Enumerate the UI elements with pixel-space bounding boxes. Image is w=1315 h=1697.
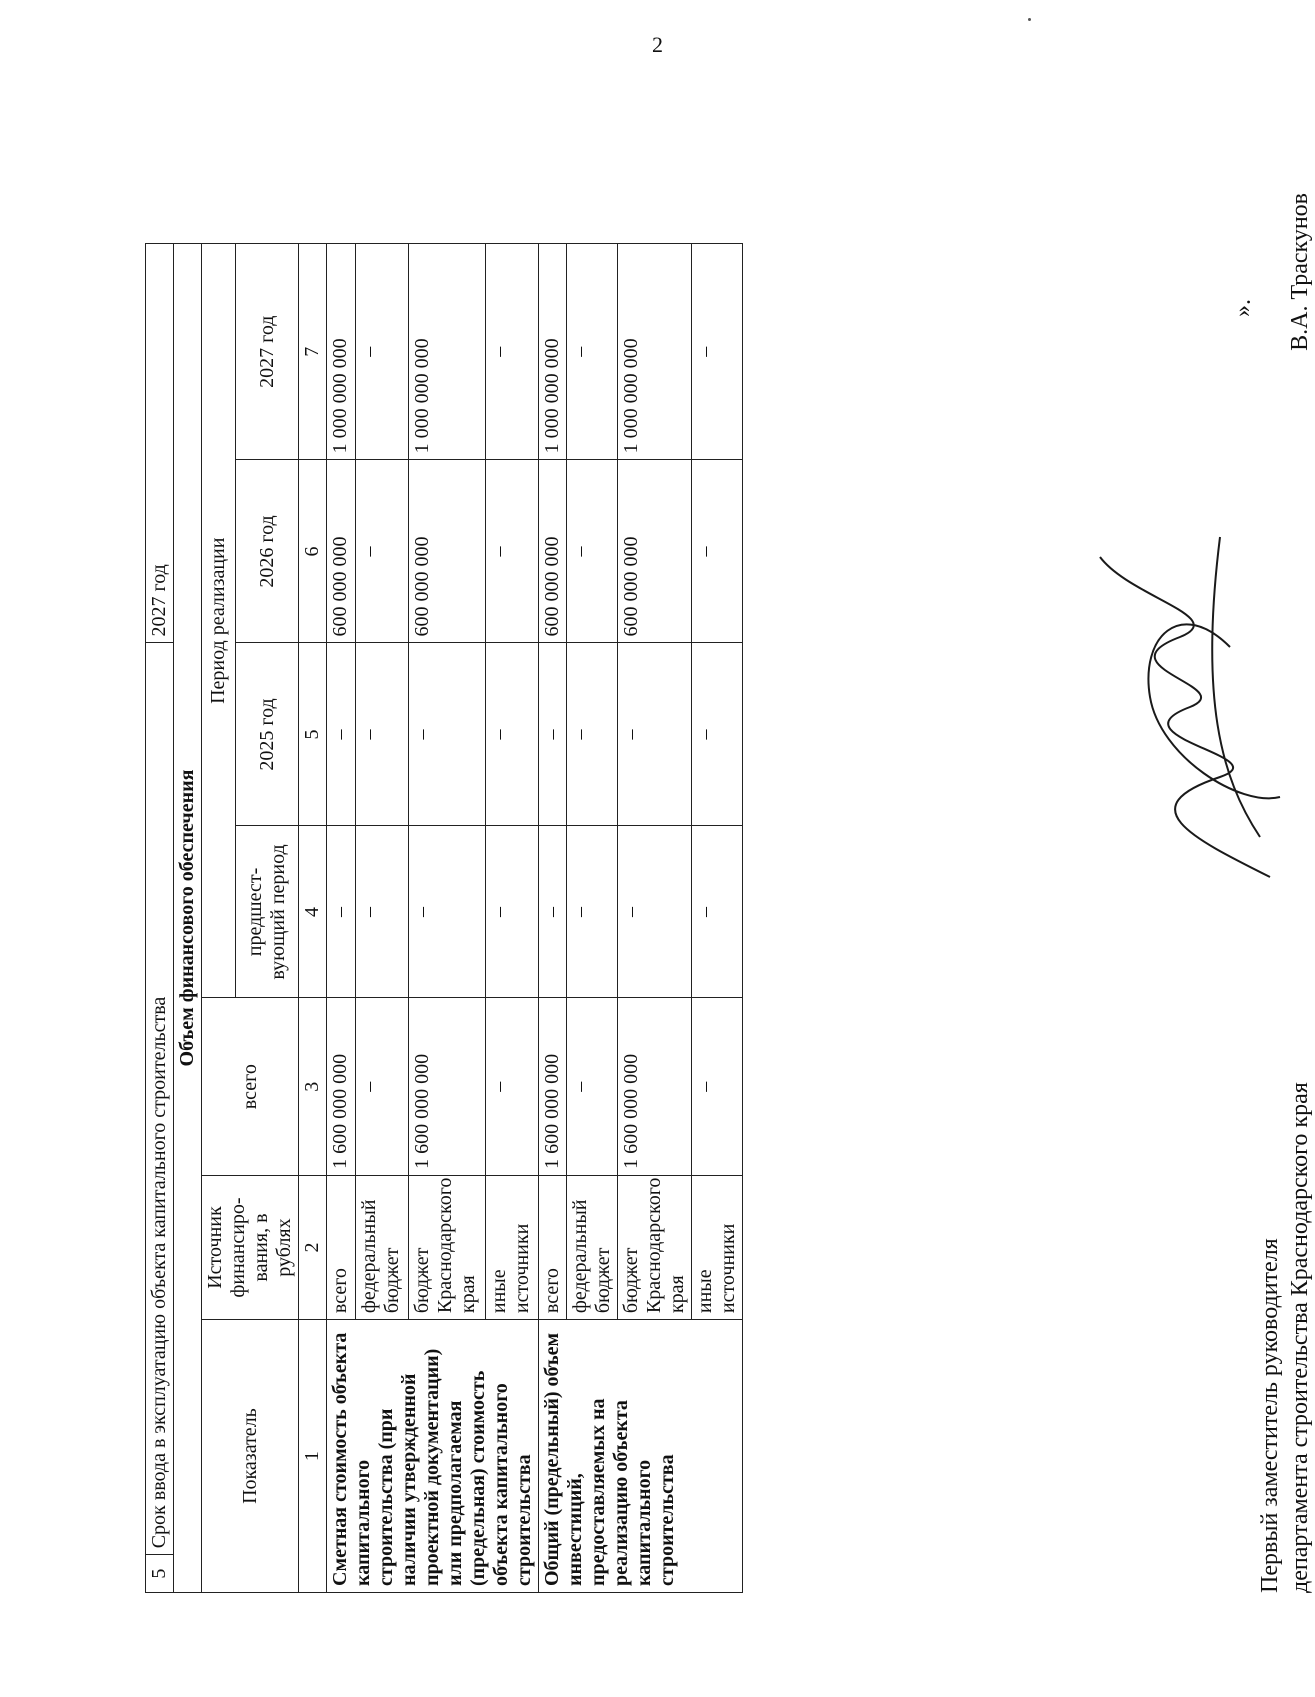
- y2027-cell: –: [356, 244, 409, 460]
- y2025-cell: –: [409, 643, 486, 826]
- header-indicator: Показатель: [202, 1320, 299, 1593]
- y2027-cell: 1 000 000 000: [539, 244, 567, 460]
- y2025-cell: –: [618, 643, 692, 826]
- y2026-cell: –: [567, 460, 618, 643]
- total-cell: –: [567, 998, 618, 1175]
- prior-cell: –: [567, 826, 618, 998]
- col-number: 6: [299, 460, 327, 643]
- section-title: Объем финансового обеспечения: [174, 244, 202, 1593]
- header-prior: предшест- вующий период: [236, 826, 299, 998]
- row-number: 5: [146, 1555, 174, 1593]
- y2027-cell: –: [692, 244, 743, 460]
- total-cell: 1 600 000 000: [618, 998, 692, 1175]
- header-2025: 2025 год: [236, 643, 299, 826]
- y2026-cell: 600 000 000: [327, 460, 356, 643]
- y2025-cell: –: [485, 643, 538, 826]
- header-2026: 2026 год: [236, 460, 299, 643]
- y2027-cell: 1 000 000 000: [327, 244, 356, 460]
- indicator-investment-volume: Общий (предельный) объем инвестиций, предоставляемых на реализацию объекта капитального строительства: [539, 1320, 743, 1593]
- source-cell: всего: [539, 1175, 567, 1319]
- col-number: 3: [299, 998, 327, 1175]
- signatory-position-line1: Первый заместитель руководителя: [1257, 1238, 1283, 1593]
- header-total: всего: [202, 998, 299, 1175]
- source-cell: иные источники: [692, 1175, 743, 1319]
- col-number: 5: [299, 643, 327, 826]
- table-row: [539, 244, 567, 1593]
- y2025-cell: –: [692, 643, 743, 826]
- table-row: [327, 244, 356, 1593]
- commissioning-label: Срок ввода в эксплуатацию объекта капитального строительства: [146, 643, 174, 1555]
- total-cell: –: [692, 998, 743, 1175]
- y2026-cell: –: [356, 460, 409, 643]
- page-number: 2: [652, 32, 663, 57]
- y2026-cell: 600 000 000: [539, 460, 567, 643]
- col-number: 2: [299, 1175, 327, 1319]
- prior-cell: –: [692, 826, 743, 998]
- source-cell: федеральный бюджет: [567, 1175, 618, 1319]
- y2027-cell: –: [485, 244, 538, 460]
- rotated-document: [145, 147, 1313, 1697]
- source-cell: бюджет Краснодарского края: [618, 1175, 692, 1319]
- total-cell: 1 600 000 000: [327, 998, 356, 1175]
- y2026-cell: 600 000 000: [618, 460, 692, 643]
- column-numbers-row: [299, 244, 327, 1593]
- prior-cell: –: [618, 826, 692, 998]
- col-number: 7: [299, 244, 327, 460]
- prior-cell: –: [327, 826, 356, 998]
- commissioning-value: 2027 год: [146, 244, 174, 643]
- prior-cell: –: [485, 826, 538, 998]
- prior-cell: –: [356, 826, 409, 998]
- y2025-cell: –: [539, 643, 567, 826]
- col-number: 4: [299, 826, 327, 998]
- y2025-cell: –: [356, 643, 409, 826]
- signatory-name: В.А. Траскунов: [1287, 193, 1313, 351]
- header-row-1: [202, 244, 236, 1593]
- closing-quote-mark: ».: [1230, 299, 1256, 317]
- header-source: Источник финансиро- вания, в рублях: [202, 1175, 299, 1319]
- y2025-cell: –: [327, 643, 356, 826]
- prior-cell: –: [539, 826, 567, 998]
- section-title-row: [174, 244, 202, 1593]
- total-cell: –: [356, 998, 409, 1175]
- total-cell: 1 600 000 000: [409, 998, 486, 1175]
- signatory-position-line2: департамента строительства Краснодарского края: [1287, 1082, 1313, 1593]
- source-cell: бюджет Краснодарского края: [409, 1175, 486, 1319]
- signature-block: [1255, 193, 1315, 1593]
- header-period: Период реализации: [202, 244, 236, 998]
- y2026-cell: 600 000 000: [409, 460, 486, 643]
- y2027-cell: 1 000 000 000: [409, 244, 486, 460]
- source-cell: иные источники: [485, 1175, 538, 1319]
- row-commissioning: [146, 244, 174, 1593]
- y2025-cell: –: [567, 643, 618, 826]
- prior-cell: –: [409, 826, 486, 998]
- y2027-cell: –: [567, 244, 618, 460]
- source-cell: всего: [327, 1175, 356, 1319]
- total-cell: 1 600 000 000: [539, 998, 567, 1175]
- y2026-cell: –: [485, 460, 538, 643]
- y2026-cell: –: [692, 460, 743, 643]
- total-cell: –: [485, 998, 538, 1175]
- financing-table: [145, 243, 743, 1593]
- y2027-cell: 1 000 000 000: [618, 244, 692, 460]
- col-number: 1: [299, 1320, 327, 1593]
- header-2027: 2027 год: [236, 244, 299, 460]
- indicator-estimated-cost: Сметная стоимость объекта капитального строительства (при наличии утвержденной проектной документации) или предполагаемая (предельная) стоимость объекта капитального строительства: [327, 1320, 539, 1593]
- scan-speck: [1028, 18, 1031, 21]
- source-cell: федеральный бюджет: [356, 1175, 409, 1319]
